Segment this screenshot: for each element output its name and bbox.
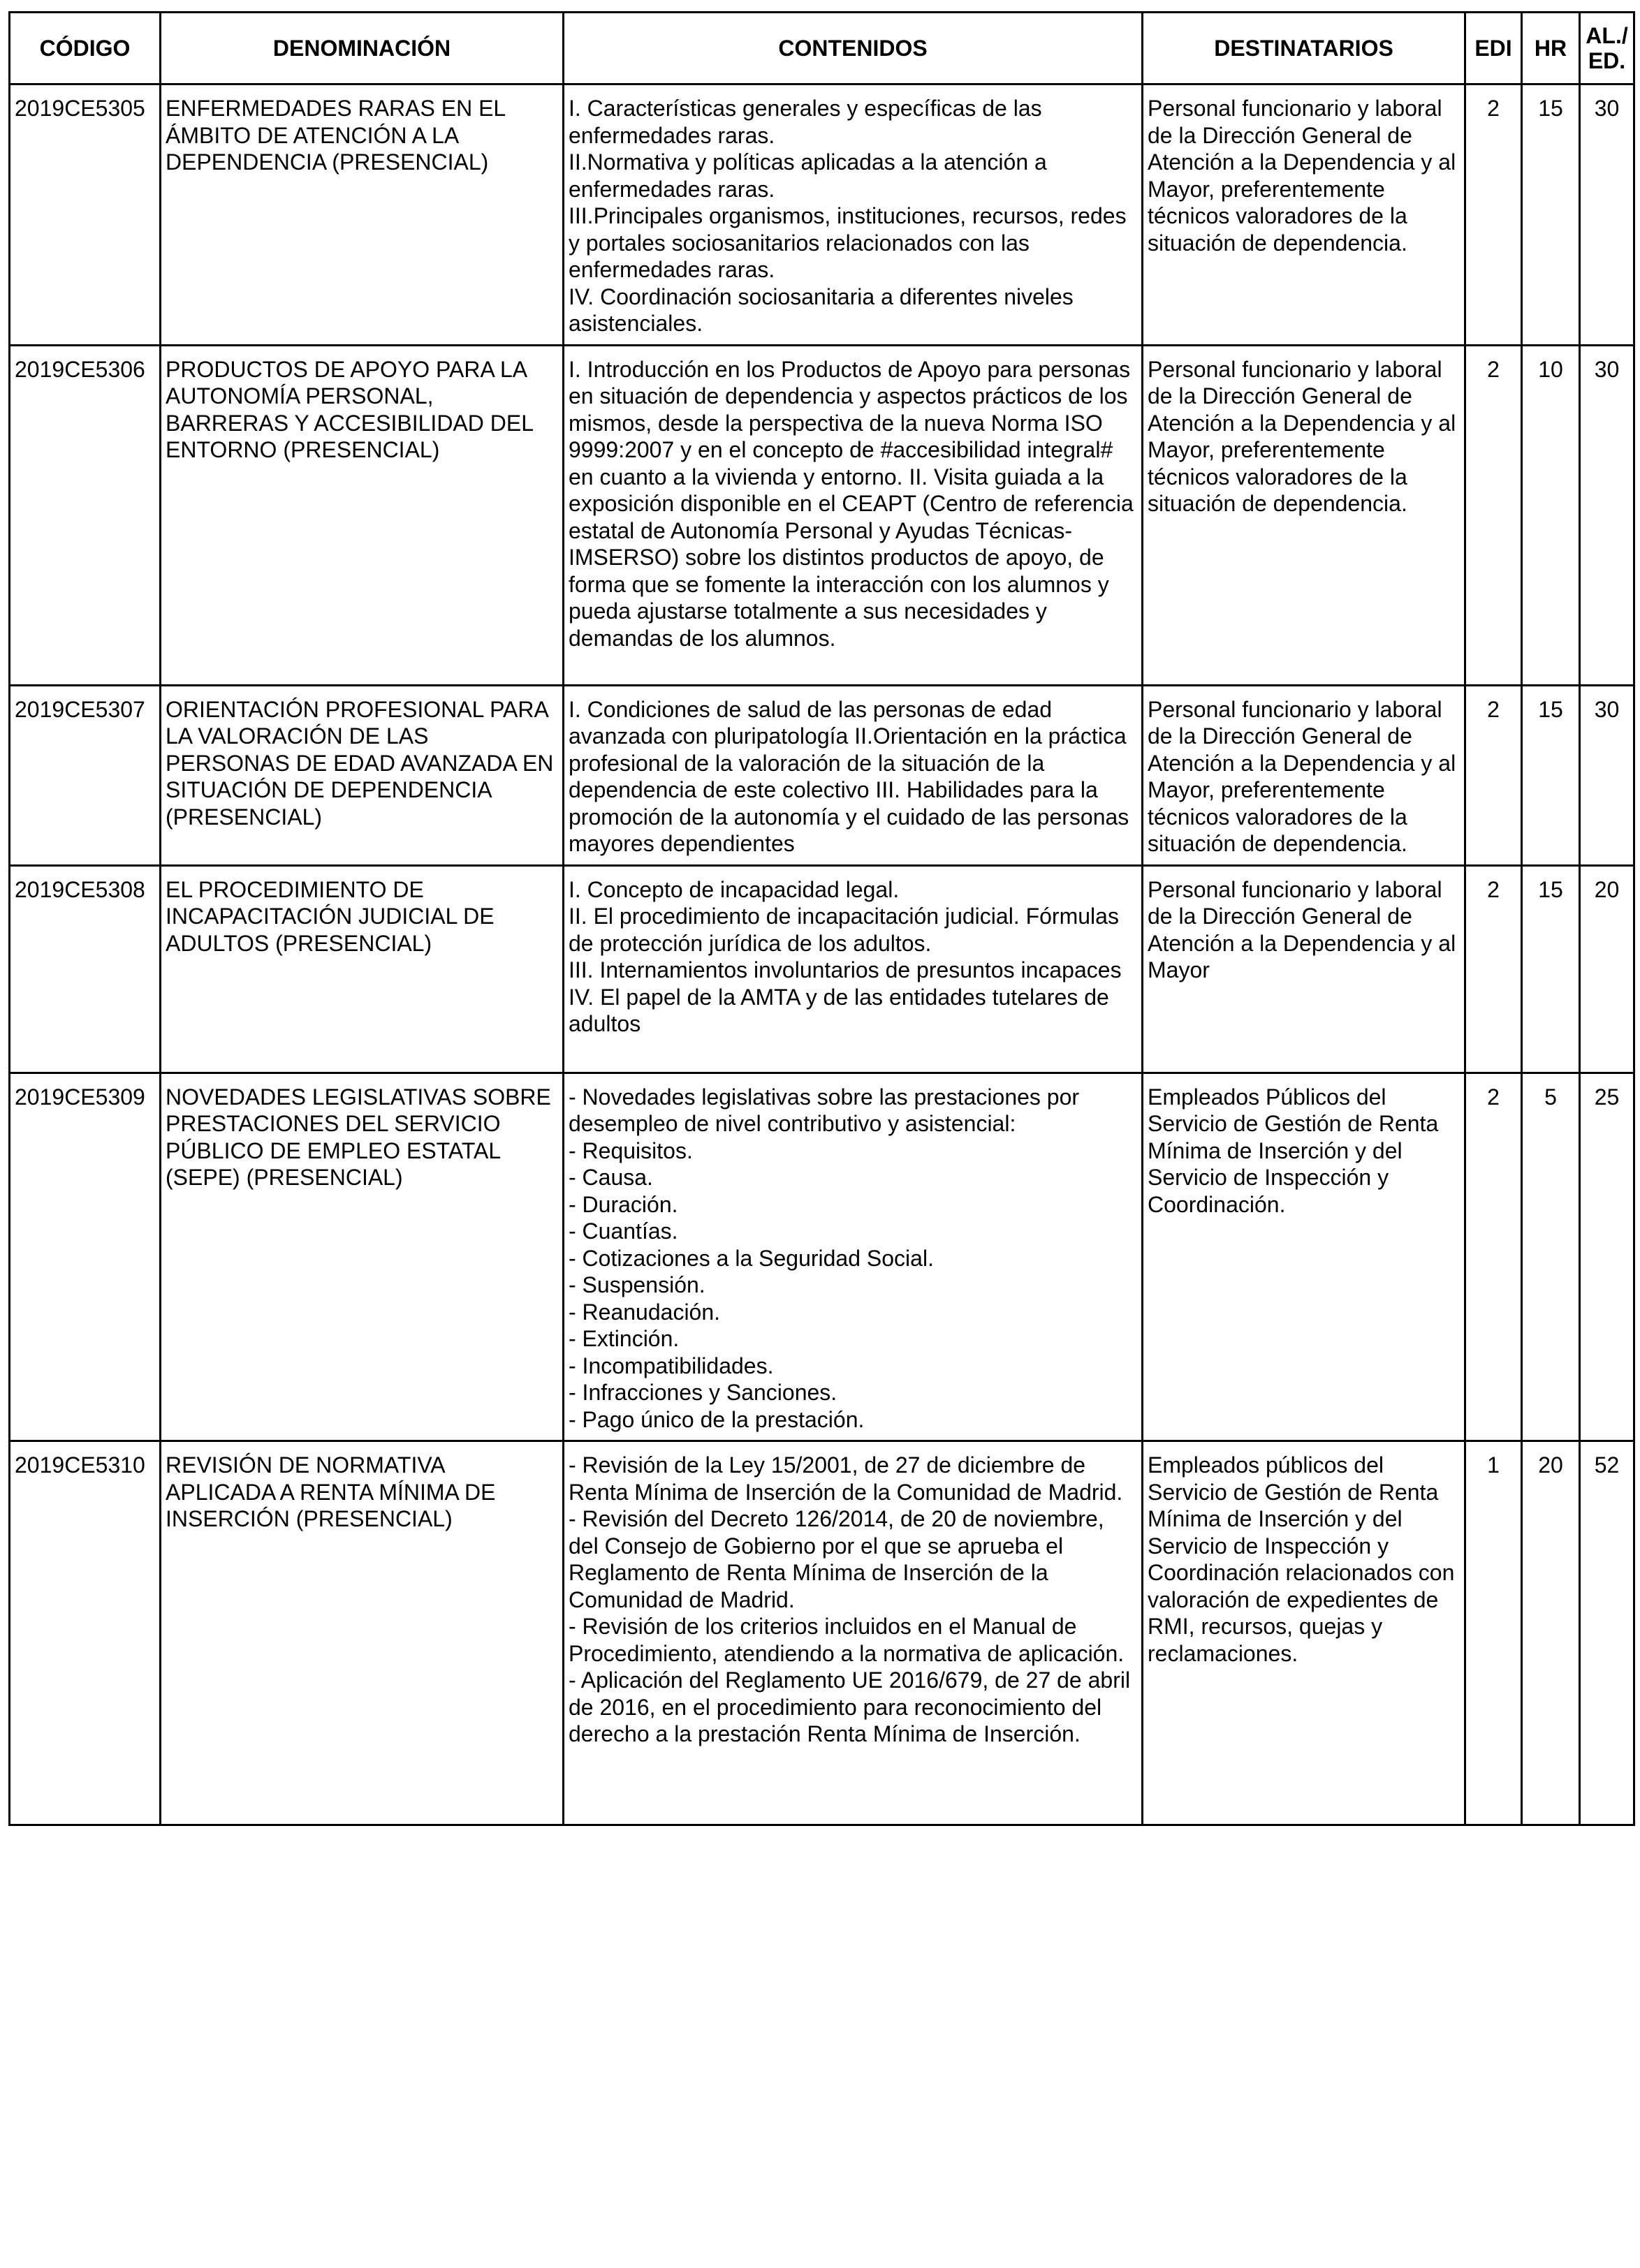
contenidos-cell: I. Características generales y específicas de las enfermedades raras. II.Normativa y políticas aplicadas a la atención a enfermedades raras. III.Principales organismos, instituciones, recursos, redes y portales sociosanitarios relacionados con las enfermedades raras. IV. Coordinación sociosanitaria a diferentes niveles asistenciales. xyxy=(564,84,1143,346)
edi-cell: 2 xyxy=(1465,865,1522,1073)
edi-cell: 2 xyxy=(1465,1073,1522,1441)
header-destinatarios: DESTINATARIOS xyxy=(1143,13,1465,84)
edi-cell: 2 xyxy=(1465,345,1522,685)
header-al-ed-line1: AL./ xyxy=(1586,23,1628,48)
contenidos-cell: - Novedades legislativas sobre las prestaciones por desempleo de nivel contributivo y asistencial: - Requisitos. - Causa. - Duración. - Cuantías. - Cotizaciones a la Seguridad Social. - Suspensión. - Reanudación. - Extinción. - Incompatibilidades. - Infracciones y Sanciones. - Pago único de la prestación. xyxy=(564,1073,1143,1441)
destinatarios-cell: Personal funcionario y laboral de la Dirección General de Atención a la Dependencia y al Mayor, preferentemente técnicos valoradores de la situación de dependencia. xyxy=(1143,345,1465,685)
table-row xyxy=(10,84,1634,346)
header-row xyxy=(10,13,1634,84)
header-denominacion: DENOMINACIÓN xyxy=(161,13,564,84)
al-ed-cell: 25 xyxy=(1580,1073,1634,1441)
codigo-cell: 2019CE5308 xyxy=(10,865,161,1073)
codigo-cell: 2019CE5305 xyxy=(10,84,161,346)
table-row xyxy=(10,345,1634,685)
header-al-ed-line2: ED. xyxy=(1588,48,1626,73)
table-row xyxy=(10,1441,1634,1825)
al-ed-cell: 52 xyxy=(1580,1441,1634,1825)
al-ed-cell: 30 xyxy=(1580,84,1634,346)
header-al-ed xyxy=(1580,13,1634,84)
table-row xyxy=(10,1073,1634,1441)
header-hr: HR xyxy=(1522,13,1580,84)
hr-cell: 15 xyxy=(1522,84,1580,346)
codigo-cell: 2019CE5310 xyxy=(10,1441,161,1825)
codigo-cell: 2019CE5307 xyxy=(10,685,161,865)
destinatarios-cell: Empleados públicos del Servicio de Gestión de Renta Mínima de Inserción y del Servicio de Inspección y Coordinación relacionados con valoración de expedientes de RMI, recursos, quejas y reclamaciones. xyxy=(1143,1441,1465,1825)
header-edi: EDI xyxy=(1465,13,1522,84)
hr-cell: 15 xyxy=(1522,685,1580,865)
contenidos-cell: I. Introducción en los Productos de Apoyo para personas en situación de dependencia y aspectos prácticos de los mismos, desde la perspectiva de la nueva Norma ISO 9999:2007 y en el concepto de #accesibilidad integral# en cuanto a la vivienda y entorno. II. Visita guiada a la exposición disponible en el CEAPT (Centro de referencia estatal de Autonomía Personal y Ayudas Técnicas- IMSERSO) sobre los distintos productos de apoyo, de forma que se fomente la interacción con los alumnos y pueda ajustarse totalmente a sus necesidades y demandas de los alumnos. xyxy=(564,345,1143,685)
table-row xyxy=(10,865,1634,1073)
destinatarios-cell: Personal funcionario y laboral de la Dirección General de Atención a la Dependencia y al Mayor, preferentemente técnicos valoradores de la situación de dependencia. xyxy=(1143,685,1465,865)
contenidos-cell: - Revisión de la Ley 15/2001, de 27 de diciembre de Renta Mínima de Inserción de la Comunidad de Madrid. - Revisión del Decreto 126/2014, de 20 de noviembre, del Consejo de Gobierno por el que se aprueba el Reglamento de Renta Mínima de Inserción de la Comunidad de Madrid. - Revisión de los criterios incluidos en el Manual de Procedimiento, atendiendo a la normativa de aplicación. - Aplicación del Reglamento UE 2016/679, de 27 de abril de 2016, en el procedimiento para reconocimiento del derecho a la prestación Renta Mínima de Inserción. xyxy=(564,1441,1143,1825)
denominacion-cell: REVISIÓN DE NORMATIVA APLICADA A RENTA MÍNIMA DE INSERCIÓN (PRESENCIAL) xyxy=(161,1441,564,1825)
courses-table xyxy=(8,11,1635,1826)
denominacion-cell: PRODUCTOS DE APOYO PARA LA AUTONOMÍA PERSONAL, BARRERAS Y ACCESIBILIDAD DEL ENTORNO (PRESENCIAL) xyxy=(161,345,564,685)
denominacion-cell: NOVEDADES LEGISLATIVAS SOBRE PRESTACIONES DEL SERVICIO PÚBLICO DE EMPLEO ESTATAL (SEPE) (PRESENCIAL) xyxy=(161,1073,564,1441)
al-ed-cell: 30 xyxy=(1580,685,1634,865)
al-ed-cell: 20 xyxy=(1580,865,1634,1073)
denominacion-cell: ENFERMEDADES RARAS EN EL ÁMBITO DE ATENCIÓN A LA DEPENDENCIA (PRESENCIAL) xyxy=(161,84,564,346)
denominacion-cell: EL PROCEDIMIENTO DE INCAPACITACIÓN JUDICIAL DE ADULTOS (PRESENCIAL) xyxy=(161,865,564,1073)
hr-cell: 10 xyxy=(1522,345,1580,685)
destinatarios-cell: Personal funcionario y laboral de la Dirección General de Atención a la Dependencia y al Mayor, preferentemente técnicos valoradores de la situación de dependencia. xyxy=(1143,84,1465,346)
table-row xyxy=(10,685,1634,865)
edi-cell: 1 xyxy=(1465,1441,1522,1825)
hr-cell: 20 xyxy=(1522,1441,1580,1825)
destinatarios-cell: Personal funcionario y laboral de la Dirección General de Atención a la Dependencia y al Mayor xyxy=(1143,865,1465,1073)
denominacion-cell: ORIENTACIÓN PROFESIONAL PARA LA VALORACIÓN DE LAS PERSONAS DE EDAD AVANZADA EN SITUACIÓN DE DEPENDENCIA (PRESENCIAL) xyxy=(161,685,564,865)
hr-cell: 5 xyxy=(1522,1073,1580,1441)
header-codigo: CÓDIGO xyxy=(10,13,161,84)
hr-cell: 15 xyxy=(1522,865,1580,1073)
al-ed-cell: 30 xyxy=(1580,345,1634,685)
codigo-cell: 2019CE5309 xyxy=(10,1073,161,1441)
codigo-cell: 2019CE5306 xyxy=(10,345,161,685)
destinatarios-cell: Empleados Públicos del Servicio de Gestión de Renta Mínima de Inserción y del Servicio de Inspección y Coordinación. xyxy=(1143,1073,1465,1441)
contenidos-cell: I. Condiciones de salud de las personas de edad avanzada con pluripatología II.Orientación en la práctica profesional de la valoración de la situación de la dependencia de este colectivo III. Habilidades para la promoción de la autonomía y el cuidado de las personas mayores dependientes xyxy=(564,685,1143,865)
edi-cell: 2 xyxy=(1465,685,1522,865)
header-contenidos: CONTENIDOS xyxy=(564,13,1143,84)
contenidos-cell: I. Concepto de incapacidad legal. II. El procedimiento de incapacitación judicial. Fórmulas de protección jurídica de los adultos. III. Internamientos involuntarios de presuntos incapaces IV. El papel de la AMTA y de las entidades tutelares de adultos xyxy=(564,865,1143,1073)
edi-cell: 2 xyxy=(1465,84,1522,346)
